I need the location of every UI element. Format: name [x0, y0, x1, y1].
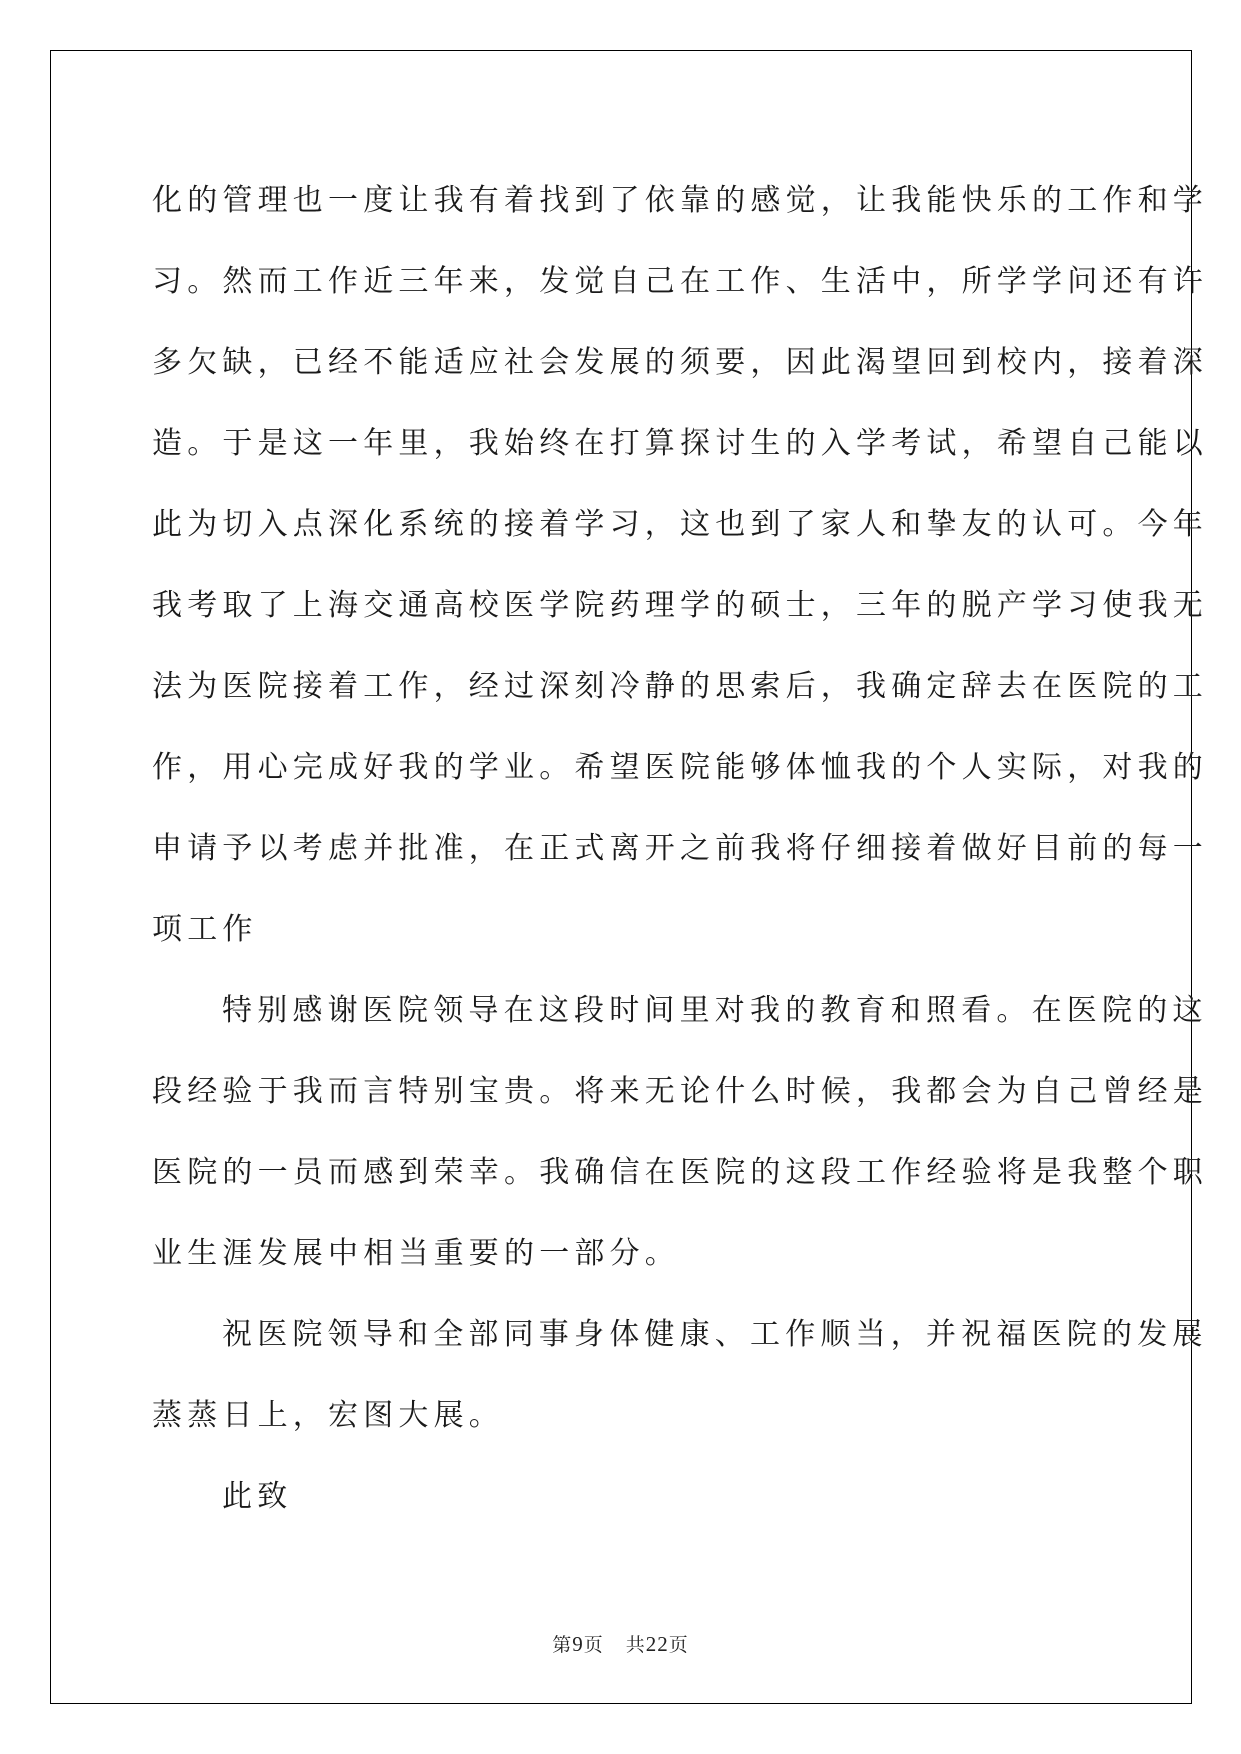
text-line: 化的管理也一度让我有着找到了依靠的感觉，让我能快乐的工作和学: [152, 183, 1208, 218]
page-suffix: 页: [583, 1634, 604, 1656]
text-line: 申请予以考虑并批准，在正式离开之前我将仔细接着做好目前的每一: [152, 831, 1208, 866]
text-line: 项工作: [152, 912, 258, 947]
page-prefix: 第: [552, 1634, 573, 1656]
total-suffix: 页: [668, 1634, 689, 1656]
text-line: 作，用心完成好我的学业。希望医院能够体恤我的个人实际，对我的: [152, 750, 1208, 785]
text-line: 习。然而工作近三年来，发觉自己在工作、生活中，所学学问还有许: [152, 264, 1208, 299]
paragraph-4: [152, 1456, 1092, 1537]
page-footer: [0, 1630, 1241, 1657]
text-line: 业生涯发展中相当重要的一部分。: [152, 1236, 680, 1271]
text-line: 造。于是这一年里，我始终在打算探讨生的入学考试，希望自己能以: [152, 426, 1208, 461]
document-body: [152, 160, 1208, 1537]
text-line: 段经验于我而言特别宝贵。将来无论什么时候，我都会为自己曾经是: [152, 1074, 1208, 1109]
text-line: 法为医院接着工作，经过深刻冷静的思索后，我确定辞去在医院的工: [152, 669, 1208, 704]
text-line: 此致: [222, 1479, 293, 1514]
text-line: 特别感谢医院领导在这段时间里对我的教育和照看。在医院的这: [222, 993, 1208, 1028]
page-number: 9: [572, 1632, 584, 1656]
text-line: 多欠缺，已经不能适应社会发展的须要，因此渴望回到校内，接着深: [152, 345, 1208, 380]
text-line: 此为切入点深化系统的接着学习，这也到了家人和挚友的认可。今年: [152, 507, 1208, 542]
text-line: 蒸蒸日上，宏图大展。: [152, 1398, 504, 1433]
text-line: 我考取了上海交通高校医学院药理学的硕士，三年的脱产学习使我无: [152, 588, 1208, 623]
total-pages: 22: [645, 1632, 669, 1656]
total-prefix: 共: [625, 1634, 646, 1656]
paragraph-2: [152, 970, 1208, 1294]
text-line: 祝医院领导和全部同事身体健康、工作顺当，并祝福医院的发展: [222, 1317, 1208, 1352]
paragraph-1: [152, 160, 1208, 970]
text-line: 医院的一员而感到荣幸。我确信在医院的这段工作经验将是我整个职: [152, 1155, 1208, 1190]
paragraph-3: [152, 1294, 1208, 1456]
